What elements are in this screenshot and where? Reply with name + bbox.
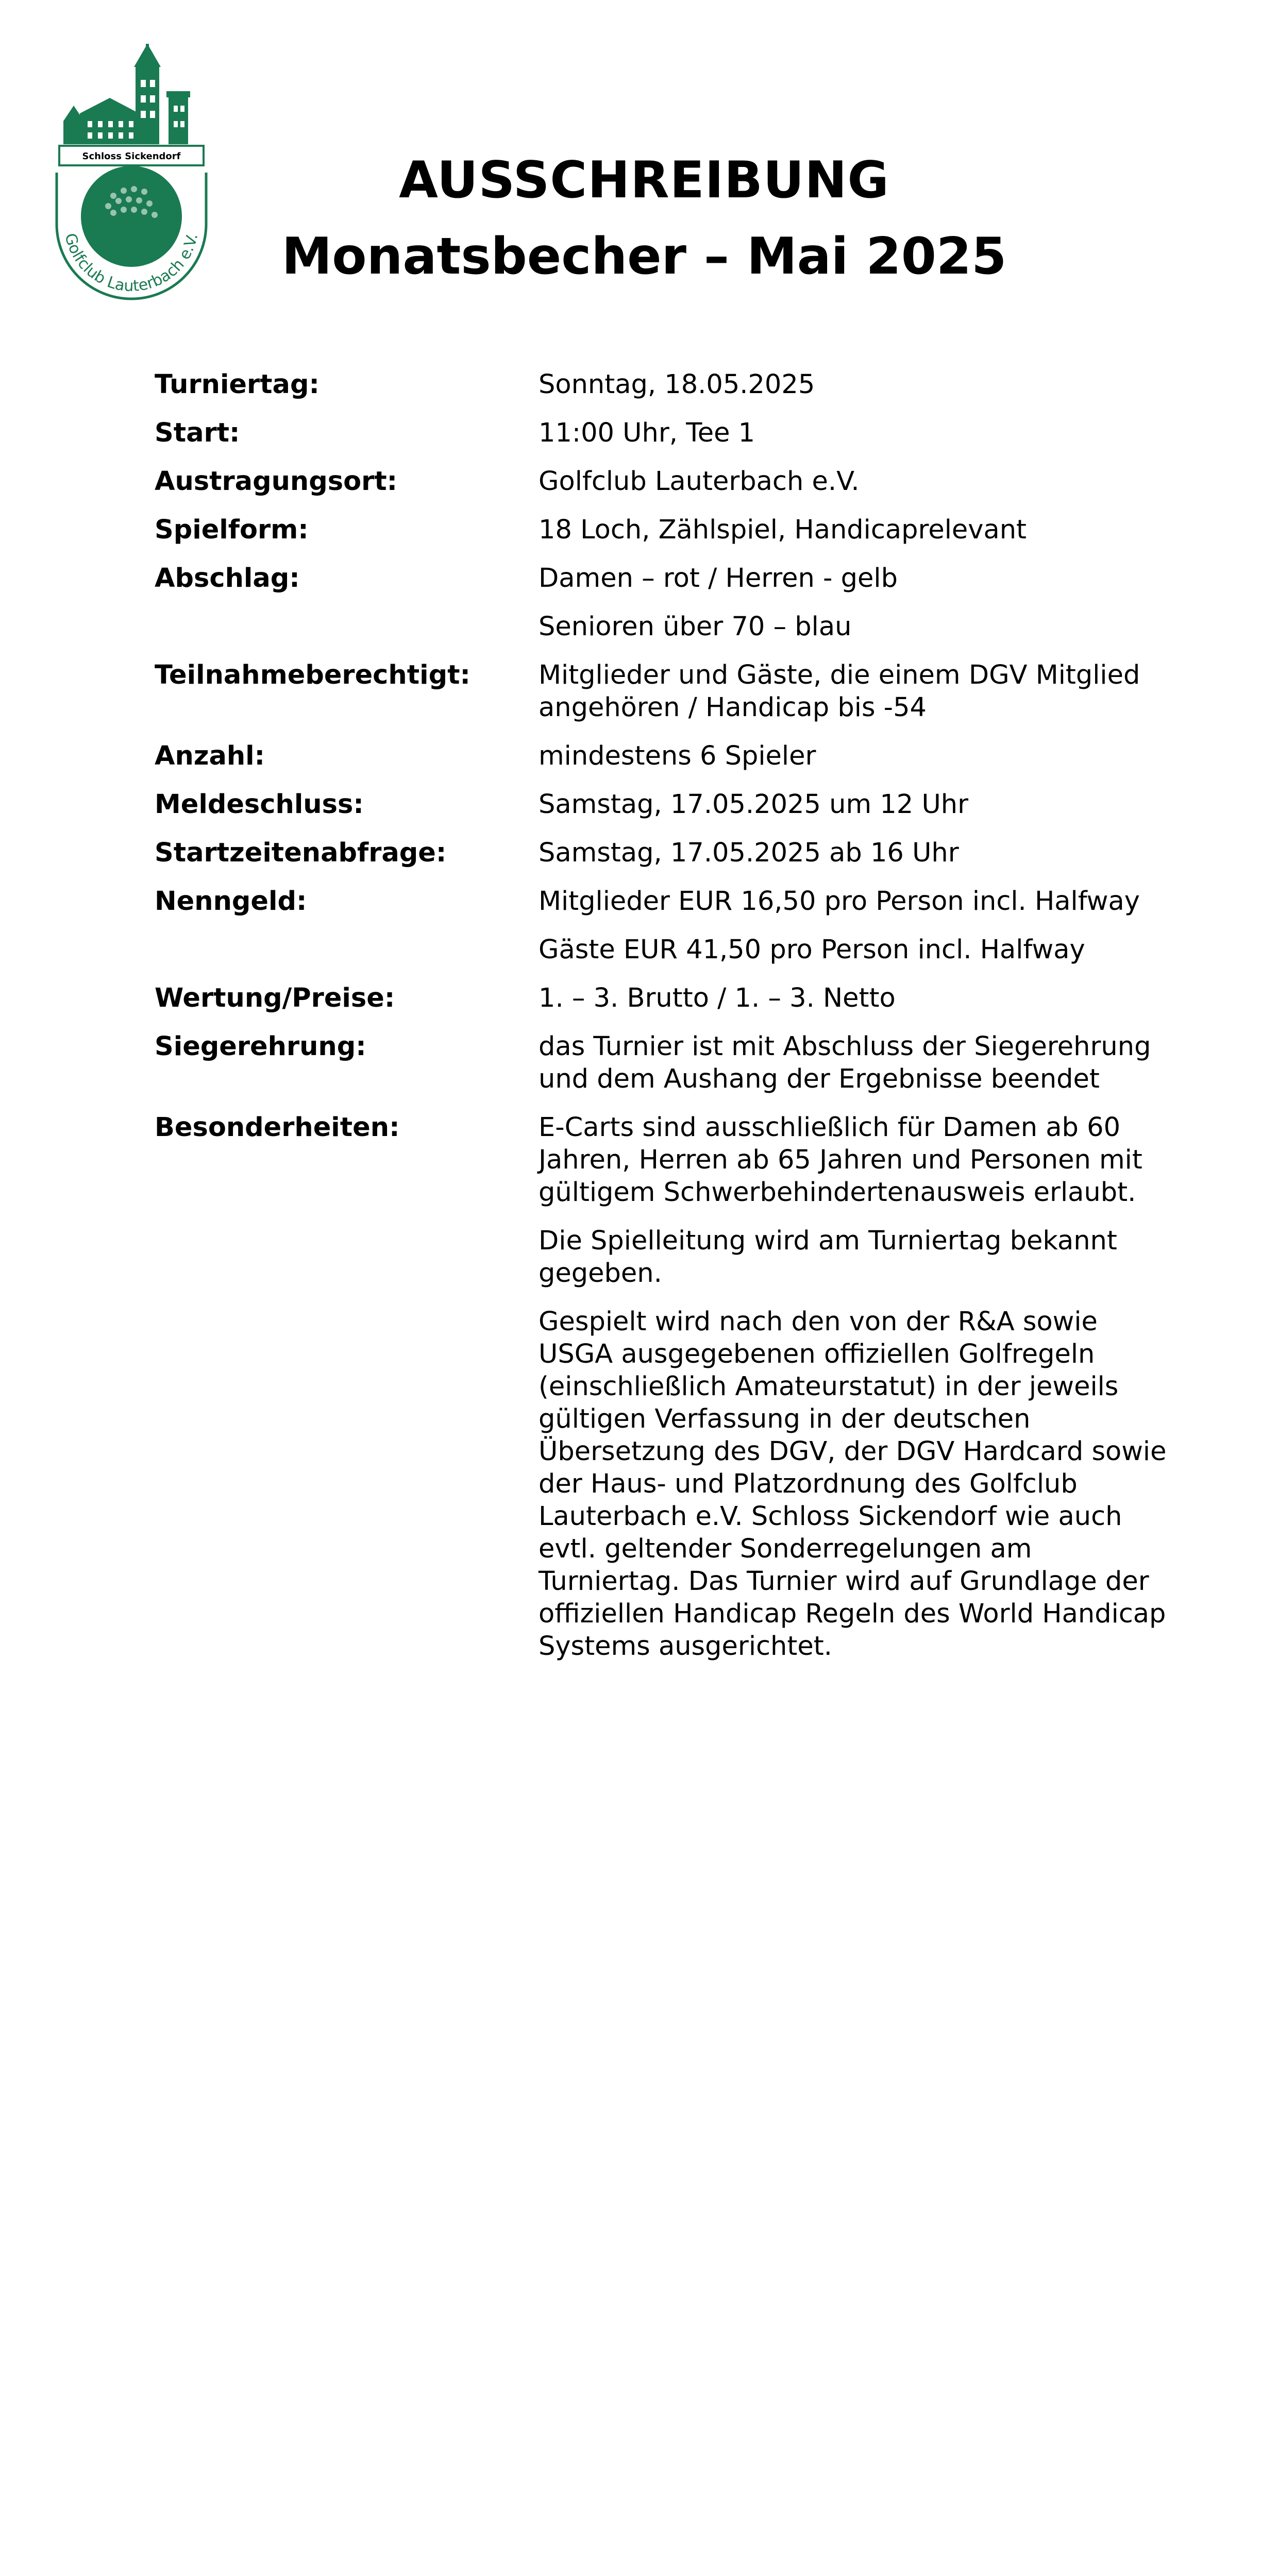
detail-value: Golfclub Lauterbach e.V. [539,466,860,497]
detail-value: Samstag, 17.05.2025 um 12 Uhr [539,789,969,820]
detail-row [155,514,1185,546]
detail-label: Spielform: [155,515,309,545]
detail-row [155,1030,1185,1095]
detail-value: mindestens 6 Spieler [539,741,816,771]
details-table [155,368,1185,1679]
detail-label: Wertung/Preise: [155,983,395,1013]
detail-row [155,562,1185,595]
detail-label: Siegerehrung: [155,1031,366,1062]
detail-value: 1. – 3. Brutto / 1. – 3. Netto [539,983,896,1013]
detail-label: Startzeitenabfrage: [155,838,447,868]
detail-label: Start: [155,418,240,448]
detail-label: Turniertag: [155,369,320,400]
detail-row [155,885,1185,918]
detail-label: Meldeschluss: [155,789,364,820]
detail-row [155,934,1185,966]
detail-value: Gespielt wird nach den von der R&A sowie USGA ausgegebenen offiziellen Golfregeln (einschließlich Amateurstatut) in der jeweils gültigen Verfassung in der deutschen Übersetzung des DGV, der DGV Hardcard sowie der Haus- und Platzordnung des Golfclub Lauterbach e.V. Schloss Sickendorf wie auch evtl. geltender Sonderregelungen am Turniertag. Das Turnier wird auf Grundlage der offiziellen Handicap Regeln des World Handicap Systems ausgerichtet. [539,1307,1167,1662]
detail-row [155,982,1185,1014]
detail-label: Besonderheiten: [155,1112,400,1143]
detail-row [155,740,1185,772]
detail-value: das Turnier ist mit Abschluss der Siegerehrung und dem Aushang der Ergebnisse beendet [539,1031,1151,1094]
detail-label: Teilnahmeberechtigt: [155,660,470,690]
detail-label [155,1225,539,1290]
detail-value: 11:00 Uhr, Tee 1 [539,418,755,448]
detail-value: Sonntag, 18.05.2025 [539,369,815,400]
detail-row [155,788,1185,821]
detail-value: Die Spielleitung wird am Turniertag bekannt gegeben. [539,1226,1117,1289]
svg-text:Golfclub Lauterbach e.V.: Golfclub Lauterbach e.V. [61,231,202,296]
detail-value: Samstag, 17.05.2025 ab 16 Uhr [539,838,959,868]
detail-row [155,368,1185,401]
club-logo [49,44,214,312]
detail-label: Anzahl: [155,741,265,771]
detail-row [155,1225,1185,1290]
detail-label: Austragungsort: [155,466,398,497]
detail-row [155,1306,1185,1663]
detail-label: Nenngeld: [155,886,307,917]
detail-row [155,417,1185,449]
detail-row [155,659,1185,724]
detail-value: Damen – rot / Herren - gelb [539,563,898,594]
svg-text:Schloss Sickendorf: Schloss Sickendorf [82,151,181,162]
page-subtitle: Monatsbecher – Mai 2025 [281,227,1007,286]
detail-value: E-Carts sind ausschließlich für Damen ab 60 Jahren, Herren ab 65 Jahren und Personen mit gültigem Schwerbehindertenausweis erlaubt. [539,1112,1142,1208]
title-block [258,147,1031,290]
page-title: AUSSCHREIBUNG [399,151,889,210]
detail-label [155,611,539,643]
detail-row [155,465,1185,498]
detail-label [155,1306,539,1663]
detail-value: Mitglieder EUR 16,50 pro Person incl. Halfway [539,886,1140,917]
detail-label: Abschlag: [155,563,300,594]
detail-value: Gäste EUR 41,50 pro Person incl. Halfway [539,935,1085,965]
detail-row [155,611,1185,643]
detail-value: Mitglieder und Gäste, die einem DGV Mitglied angehören / Handicap bis -54 [539,660,1140,723]
detail-row [155,1111,1185,1209]
detail-value: Senioren über 70 – blau [539,612,852,642]
detail-value: 18 Loch, Zählspiel, Handicaprelevant [539,515,1027,545]
detail-label [155,934,539,966]
detail-row [155,837,1185,869]
